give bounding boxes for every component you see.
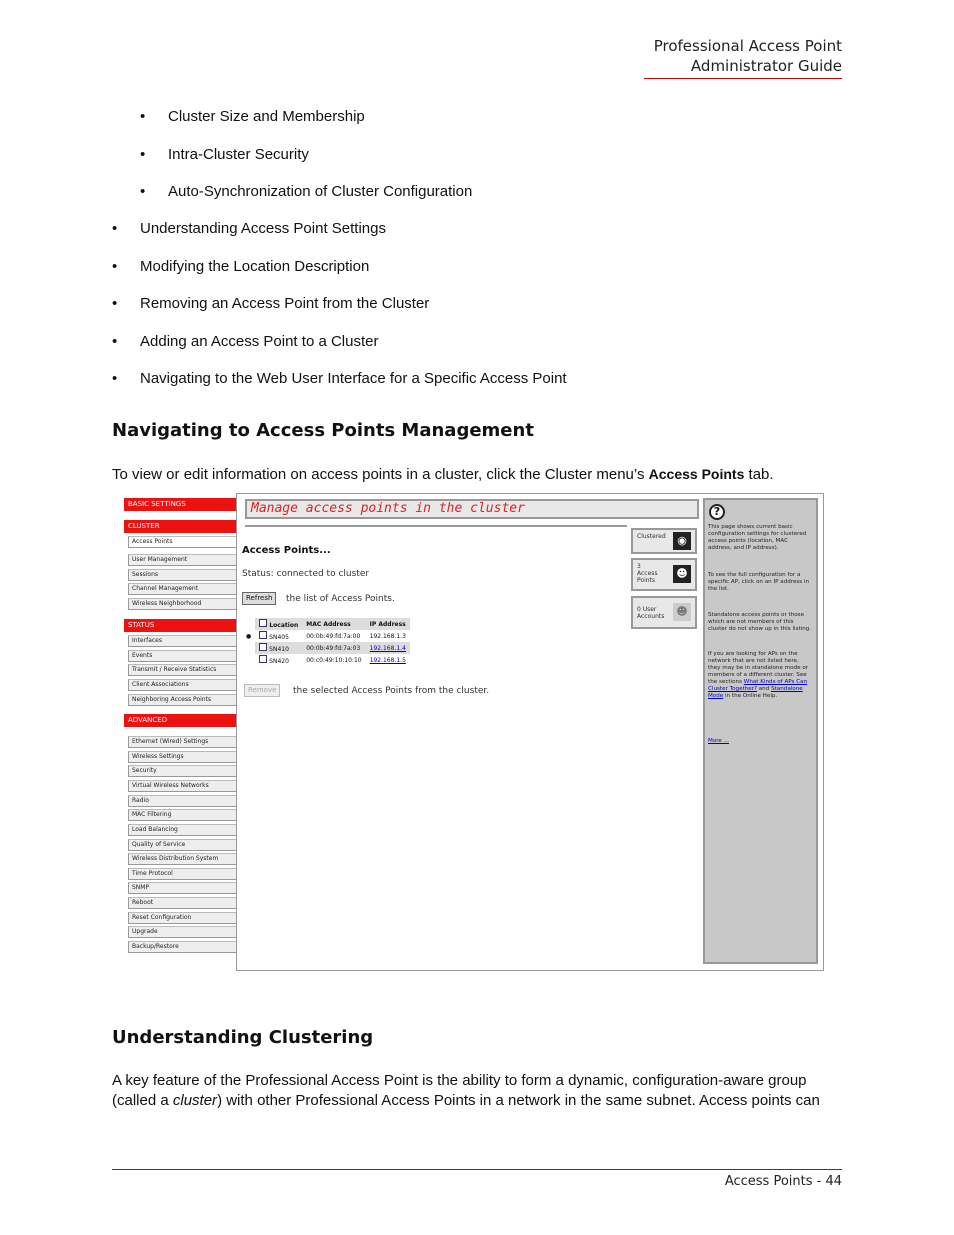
sidebar-item-interfaces[interactable]: Interfaces — [128, 635, 237, 647]
sidebar-item-wireless-settings[interactable]: Wireless Settings — [128, 751, 237, 763]
header-line1: Professional Access Point — [653, 37, 842, 55]
sidebar-section-cluster[interactable]: CLUSTER — [124, 520, 237, 533]
sidebar-item-sessions[interactable]: Sessions — [128, 569, 237, 581]
help-text: in the Online Help. — [723, 693, 778, 699]
help-paragraph: Standalone access points or those which are not members of this cluster do not show up in this listing. — [708, 612, 812, 632]
sidebar-item-security[interactable]: Security — [128, 765, 237, 777]
ip-link[interactable]: 192.168.1.5 — [369, 656, 406, 664]
bullet-text: Adding an Access Point to a Cluster — [140, 333, 379, 350]
cell-location — [255, 630, 302, 642]
page-header — [654, 36, 842, 76]
sidebar-item-upgrade[interactable]: Upgrade — [128, 926, 237, 938]
sidebar-section-status[interactable]: STATUS — [124, 619, 237, 632]
help-question-icon: ? — [709, 504, 725, 520]
row-spacer — [242, 642, 255, 654]
sidebar-item-radio[interactable]: Radio — [128, 795, 237, 807]
para-bold-text: Access Points — [648, 466, 745, 482]
para-italic-text: cluster — [172, 1092, 218, 1109]
cell-location — [255, 654, 302, 666]
table-header-row — [242, 618, 410, 630]
sidebar-item-ethernet[interactable]: Ethernet (Wired) Settings — [128, 736, 237, 748]
location-text: SN405 — [269, 634, 289, 641]
para-text: A key feature of the Professional Access Point is the ability to form a dynamic, configuration-aware group (called a — [112, 1072, 807, 1109]
bullet-dot: • — [140, 146, 146, 163]
antenna-icon: ◉ — [673, 532, 691, 550]
header-line2: Administrator Guide — [690, 57, 842, 75]
cluster-status-text: Status: connected to cluster — [242, 569, 370, 579]
bullet-text: Auto-Synchronization of Cluster Configuration — [168, 183, 473, 200]
para-text: tab. — [744, 466, 774, 483]
page-title: Manage access points in the cluster — [245, 499, 699, 519]
access-points-table — [242, 618, 410, 666]
row-checkbox[interactable] — [259, 631, 267, 639]
ip-link[interactable]: 192.168.1.4 — [369, 644, 406, 652]
button-label: 3 Access Points — [637, 563, 658, 584]
sidebar-item-load-balancing[interactable]: Load Balancing — [128, 824, 237, 836]
help-paragraph: This page shows current basic configuration settings for clustered access points (location, MAC address, and IP address). — [708, 524, 807, 551]
table-row — [242, 642, 410, 654]
sidebar-section-basic-settings[interactable]: BASIC SETTINGS — [124, 498, 237, 511]
sidebar-item-reset-configuration[interactable]: Reset Configuration — [128, 912, 237, 924]
bullet-dot: • — [112, 220, 118, 237]
column-header-location — [255, 618, 302, 630]
sidebar-item-access-points[interactable]: Access Points — [128, 536, 237, 548]
sidebar-item-events[interactable]: Events — [128, 650, 237, 662]
help-paragraph — [708, 651, 812, 700]
page-footer: Access Points - 44 — [724, 1174, 842, 1189]
table-row — [242, 654, 410, 666]
select-all-checkbox[interactable] — [259, 619, 267, 627]
bullet-dot: • — [140, 183, 146, 200]
button-label: Clustered — [637, 533, 666, 540]
para-text: To view or edit information on access points in a cluster, click the Cluster menu’s — [112, 466, 649, 483]
sidebar-item-mac-filtering[interactable]: MAC Filtering — [128, 809, 237, 821]
footer-rule — [112, 1169, 842, 1170]
location-text: SN420 — [269, 658, 289, 665]
bullet-dot: • — [140, 108, 146, 125]
row-checkbox[interactable] — [259, 655, 267, 663]
bullet-dot: • — [112, 370, 118, 387]
bullet-text: Navigating to the Web User Interface for a Specific Access Point — [140, 370, 567, 387]
sidebar-item-snmp[interactable]: SNMP — [128, 882, 237, 894]
refresh-button[interactable]: Refresh — [242, 592, 276, 605]
user-accounts-button[interactable] — [631, 596, 697, 629]
row-spacer — [242, 654, 255, 666]
sidebar-item-neighboring-aps[interactable]: Neighboring Access Points — [128, 694, 237, 706]
sidebar-item-wireless-neighborhood[interactable]: Wireless Neighborhood — [128, 598, 237, 610]
clustered-button[interactable] — [631, 528, 697, 554]
cell-ip: 192.168.1.3 — [369, 632, 406, 640]
users-icon: ☻ — [673, 603, 691, 621]
sidebar-item-qos[interactable]: Quality of Service — [128, 839, 237, 851]
help-text: and — [756, 686, 772, 692]
section-heading-clustering: Understanding Clustering — [112, 1027, 374, 1048]
help-panel — [703, 498, 818, 964]
bullet-text: Cluster Size and Membership — [168, 108, 365, 125]
column-header-mac: MAC Address — [302, 618, 365, 630]
admin-ui-screenshot — [124, 491, 824, 971]
row-checkbox[interactable] — [259, 643, 267, 651]
cell-mac: 00:0b:49:fd:7a:00 — [306, 632, 361, 640]
current-ap-marker: ● — [246, 632, 252, 640]
bullet-dot: • — [112, 295, 118, 312]
para-text: ) with other Professional Access Points in a network in the same subnet. Access points can — [217, 1092, 820, 1109]
people-icon: ☻ — [673, 565, 691, 583]
cell-ip — [366, 642, 410, 654]
sidebar-item-client-associations[interactable]: Client Associations — [128, 679, 237, 691]
table-header-spacer — [242, 618, 255, 630]
sidebar-item-user-management[interactable]: User Management — [128, 554, 237, 566]
help-more — [708, 738, 812, 745]
help-link-what-kinds[interactable]: What Kinds of APs Can Cluster Together? — [708, 679, 808, 692]
section2-paragraph — [112, 1071, 842, 1111]
button-label: 0 User Accounts — [637, 606, 665, 620]
sidebar-item-tx-rx-stats[interactable]: Transmit / Receive Statistics — [128, 664, 237, 676]
help-text: If you are looking for APs on the network that are not listed here, they may be in standalone mode or members of a different cluster. See the sections — [708, 651, 809, 685]
sidebar-item-reboot[interactable]: Reboot — [128, 897, 237, 909]
cell-location — [255, 642, 302, 654]
bullet-text: Removing an Access Point from the Cluster — [140, 295, 430, 312]
bullet-dot: • — [112, 258, 118, 275]
help-more-link[interactable]: More ... — [708, 738, 729, 744]
section-heading-navigating: Navigating to Access Points Management — [112, 420, 534, 441]
remove-button[interactable]: Remove — [244, 684, 280, 697]
cell-ip — [366, 654, 410, 666]
sidebar-item-time-protocol[interactable]: Time Protocol — [128, 868, 237, 880]
column-header-ip: IP Address — [366, 618, 410, 630]
cell-mac: 00:0b:49:fd:7a:03 — [302, 642, 365, 654]
access-points-heading: Access Points... — [242, 545, 331, 556]
access-points-count-button[interactable] — [631, 558, 697, 591]
refresh-description: the list of Access Points. — [286, 594, 395, 604]
cell-mac: 00:c0:49:10:10:10 — [306, 656, 362, 664]
help-link-standalone[interactable]: Standalone Mode — [708, 686, 803, 699]
remove-description: the selected Access Points from the cluster. — [293, 686, 490, 696]
header-rule — [644, 78, 842, 79]
header-label: Location — [269, 622, 299, 629]
help-paragraph: To see the full configuration for a specific AP, click on an IP address in the list. — [708, 572, 810, 592]
bullet-text: Intra-Cluster Security — [168, 146, 309, 163]
table-row — [242, 630, 410, 642]
location-text: SN410 — [269, 646, 289, 653]
title-divider — [245, 525, 627, 527]
bullet-dot: • — [112, 333, 118, 350]
sidebar-item-vwn[interactable]: Virtual Wireless Networks — [128, 780, 237, 792]
sidebar-section-advanced[interactable]: ADVANCED — [124, 714, 237, 727]
sidebar-item-backup-restore[interactable]: Backup/Restore — [128, 941, 237, 953]
bullet-text: Understanding Access Point Settings — [140, 220, 386, 237]
sidebar-item-channel-management[interactable]: Channel Management — [128, 583, 237, 595]
section1-paragraph — [112, 464, 842, 485]
bullet-text: Modifying the Location Description — [140, 258, 370, 275]
sidebar-item-wds[interactable]: Wireless Distribution System — [128, 853, 237, 865]
